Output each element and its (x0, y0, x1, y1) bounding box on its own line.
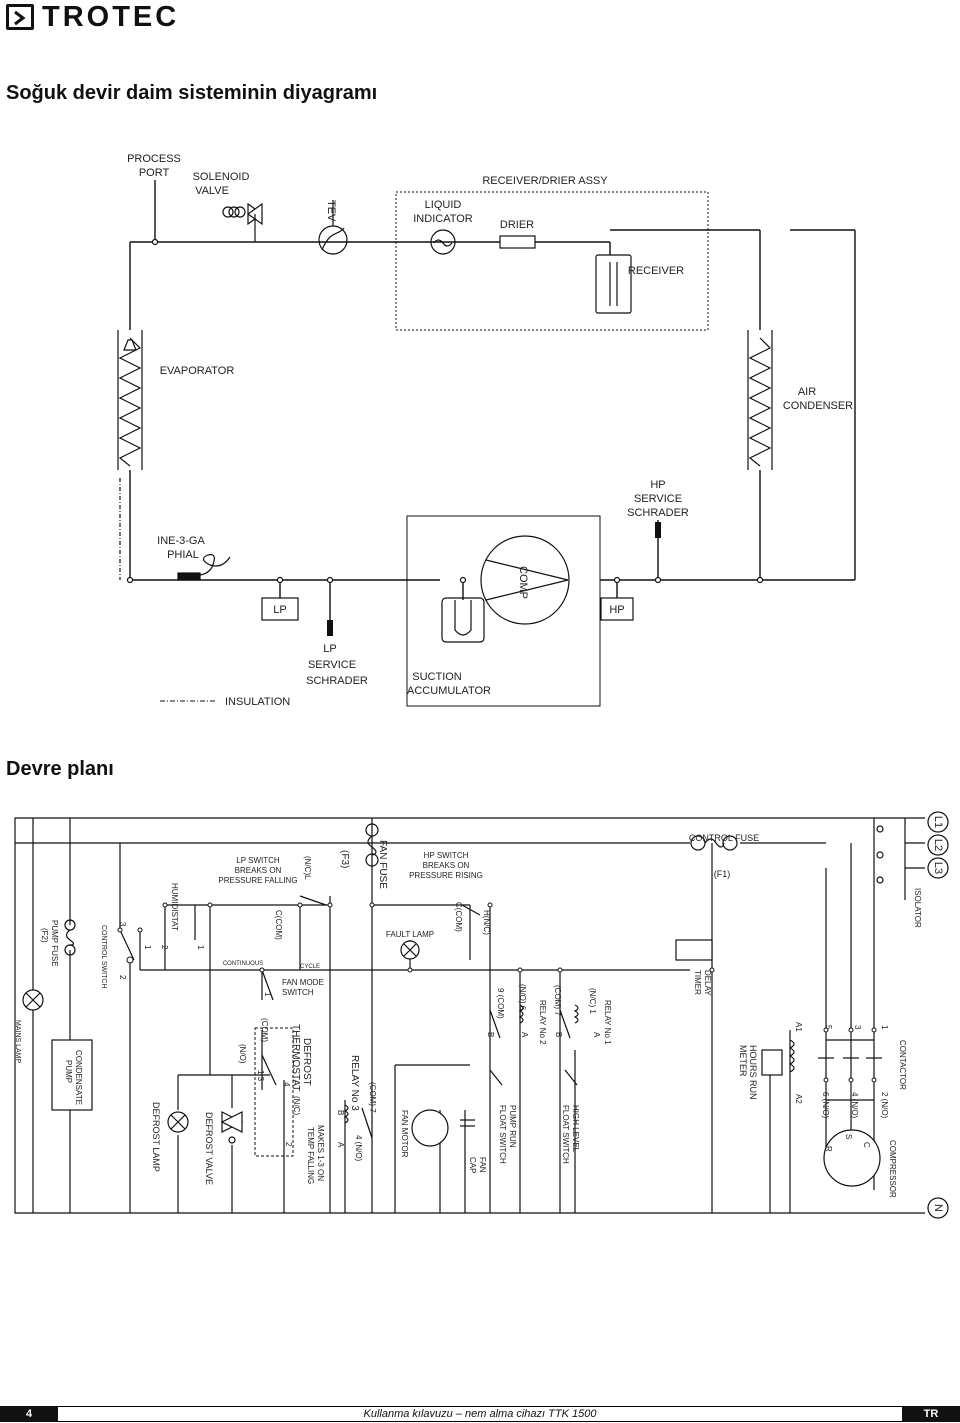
makes-label-1: MAKES 1-3 ON (316, 1125, 325, 1182)
com7-label: (COM) 7 (368, 1082, 377, 1113)
fan-mode-label-1: FAN MODE (282, 978, 324, 987)
f2-label: (F2) (40, 928, 49, 943)
fan-mode-label-2: SWITCH (282, 988, 314, 997)
hp-switch-label-1: HP SWITCH (423, 851, 469, 860)
nc-label: (N/C) (292, 1096, 301, 1116)
l2-label: L2 (932, 838, 945, 852)
solenoid-label-2: VALVE (195, 185, 229, 197)
condensate-label-2: PUMP (64, 1060, 73, 1084)
thermostat-label-1: DEFROST (301, 1038, 312, 1086)
lp-switch-label-1: LP SWITCH (236, 856, 280, 865)
fan-fuse-label: FAN FUSE (377, 840, 388, 889)
delay-timer-icon (676, 940, 712, 960)
r1-a-label: A (592, 1032, 601, 1038)
cs-t3-label: 3 (118, 922, 127, 927)
r1-com7-label: (COM) 7 (553, 985, 562, 1016)
high-float-label-1: HIGH LEVEL (571, 1105, 580, 1153)
fault-lamp-label: FAULT LAMP (385, 930, 435, 939)
relay3-label: RELAY No 3 (349, 1055, 360, 1111)
cs-t2-label: 2 (118, 975, 127, 980)
compressor-label: COMPRESSOR (888, 1140, 897, 1198)
receiver-label: RECEIVER (627, 265, 685, 277)
hp-schrader-label-3: SCHRADER (627, 507, 689, 519)
fan-cap-label-1: FAN (478, 1157, 487, 1173)
t3-label: 3 (853, 1025, 862, 1030)
mains-lamp-label: MAINS LAMP (14, 1020, 21, 1064)
high-float-label-2: FLOAT SWITCH (561, 1105, 570, 1164)
fault-lamp-icon (401, 941, 419, 959)
hnc-label: H(N/C) (482, 910, 491, 935)
phial-label-2: PHIAL (167, 549, 199, 561)
r3-a-label: A (336, 1142, 345, 1148)
delay-timer-label-2: TIMER (693, 970, 702, 995)
r3-b-label: B (336, 1110, 345, 1116)
solenoid-label: SOLENOID (192, 171, 250, 183)
relay1-coil-icon (575, 1005, 578, 1023)
mains-lamp-icon (23, 990, 43, 1010)
no-label: (N/O) (238, 1044, 247, 1064)
nc1-label: (N/C) 1 (588, 988, 597, 1014)
tev-label: TEV (325, 200, 337, 222)
control-switch-label: CONTROL SWITCH (100, 925, 107, 989)
nc-lp-label: (N/C)L (303, 856, 312, 880)
language-code: TR (902, 1406, 960, 1422)
hours-run-label-2: METER (738, 1045, 748, 1077)
condenser-label-2: CONDENSER (782, 400, 854, 412)
page-footer (0, 1400, 960, 1423)
insulation-label: INSULATION (225, 696, 291, 708)
hp-label: HP (609, 604, 625, 616)
condenser-label: AIR (797, 386, 817, 398)
pump-fuse-icon (65, 920, 75, 955)
t1-label: 1 (880, 1025, 889, 1030)
defrost-lamp-icon (168, 1112, 188, 1132)
hs-t1-label: 1 (196, 945, 205, 950)
hp-schrader-label-2: SERVICE (633, 493, 683, 505)
delay-timer-label-1: DELAY (703, 970, 712, 996)
page-number: 4 (0, 1406, 58, 1422)
defrost-valve-icon (222, 1112, 242, 1143)
footer-manual-title: Kullanma kılavuzu – nem alma cihazı TTK 1500 (363, 1408, 597, 1420)
liquid-indicator-label-2: INDICATOR (413, 213, 473, 225)
process-port-label: PROCESS (127, 153, 181, 165)
no4-label: 4 (N/O) (354, 1135, 363, 1162)
brand-name: TROTEC (42, 1, 180, 33)
pump-float-label-1: PUMP RUN (508, 1105, 517, 1148)
no2c-label: 2 (N/O) (880, 1092, 889, 1119)
r1-b-label: B (554, 1032, 563, 1038)
com-label: (COM) (260, 1018, 269, 1042)
fm-t1-label: 1 (263, 992, 272, 997)
fan-cap-label-2: CAP (468, 1157, 477, 1174)
control-fuse-label: CONTROL FUSE (688, 833, 760, 843)
pump-float-label-2: FLOAT SWITCH (498, 1105, 507, 1164)
hp-switch-label-2: BREAKS ON (422, 861, 470, 870)
a1-label: A1 (794, 1022, 803, 1032)
n-label: N (932, 1204, 945, 1212)
defrost-valve-label: DEFROST VALVE (204, 1112, 214, 1186)
hp-schrader-label: HP (650, 479, 666, 491)
no4c-label: 4 (N/O) (850, 1092, 859, 1119)
r-label: R (824, 1146, 833, 1152)
s-label: S (844, 1134, 853, 1140)
cycle-label: CYCLE (299, 964, 321, 970)
c-label: C (862, 1142, 871, 1148)
hp-switch-label-3: PRESSURE RISING (409, 871, 483, 880)
pump-fuse-label: PUMP FUSE (50, 920, 59, 967)
l3-label: L3 (932, 861, 945, 875)
hours-run-label-1: HOURS RUN (748, 1045, 758, 1100)
lp-schrader-label-2: SERVICE (307, 659, 357, 671)
cs-t1-label: 1 (143, 945, 152, 950)
relay2-label: RELAY No 2 (538, 1000, 547, 1045)
l1-label: L1 (932, 815, 945, 829)
no6-label: (N/O) 6 (518, 984, 527, 1011)
thermostat-label-2: THERMOSTAT (290, 1024, 301, 1092)
com9-label: 9 (COM) (496, 988, 505, 1019)
phial-label: INE-3-GA (157, 535, 205, 547)
drier-label: DRIER (499, 219, 535, 231)
hours-run-meter-icon (762, 1050, 782, 1075)
lp-switch-label-2: BREAKS ON (234, 866, 282, 875)
process-port-label-2: PORT (138, 167, 170, 179)
fan-motor-label: FAN MOTOR (400, 1110, 409, 1158)
isolator-label: ISOLATOR (913, 888, 922, 928)
no6c-label: 6 (N/O) (821, 1092, 830, 1119)
suction-label-2: ACCUMULATOR (407, 685, 491, 697)
refrigeration-title: Soğuk devir daim sisteminin diyagramı (6, 82, 378, 104)
ccom-lp-label: C(COM) (274, 910, 283, 940)
r2-a-label: A (520, 1032, 529, 1038)
f1-label: (F1) (713, 869, 731, 879)
th-t13-label: 1 3 (256, 1070, 265, 1082)
lp-schrader-label-3: SCHRADER (306, 675, 368, 687)
hs-t2-label: 2 (160, 945, 169, 950)
suction-label: SUCTION (412, 671, 462, 683)
makes-label-2: TEMP FALLING (306, 1127, 315, 1185)
circuit-title: Devre planı (6, 758, 114, 780)
ccom-hp-label: C(COM) (454, 902, 463, 932)
continuous-label: CONTINUOUS (222, 961, 264, 967)
receiver-drier-label: RECEIVER/DRIER ASSY (482, 175, 608, 187)
contactor-label: CONTACTOR (898, 1040, 907, 1090)
lp-switch-label-3: PRESSURE FALLING (218, 876, 298, 885)
a2-label: A2 (794, 1094, 803, 1104)
t5-label: 5 (824, 1025, 833, 1030)
condensate-label-1: CONDENSATE (74, 1050, 83, 1105)
lp-label: LP (273, 604, 287, 616)
relay1-label: RELAY No 1 (603, 1000, 612, 1045)
r2-b-label: B (486, 1032, 495, 1038)
defrost-lamp-label: DEFROST LAMP (151, 1102, 161, 1172)
comp-label: COMP (517, 566, 529, 599)
lp-schrader-label: LP (323, 643, 337, 655)
humidistat-label: HUMIDISTAT (170, 883, 179, 931)
evaporator-label: EVAPORATOR (159, 365, 235, 377)
f3-label: (F3) (339, 850, 350, 869)
th-t4-label: 4 (282, 1082, 291, 1087)
th-t2-label: 2 (284, 1142, 293, 1147)
liquid-indicator-label: LIQUID (424, 199, 462, 211)
